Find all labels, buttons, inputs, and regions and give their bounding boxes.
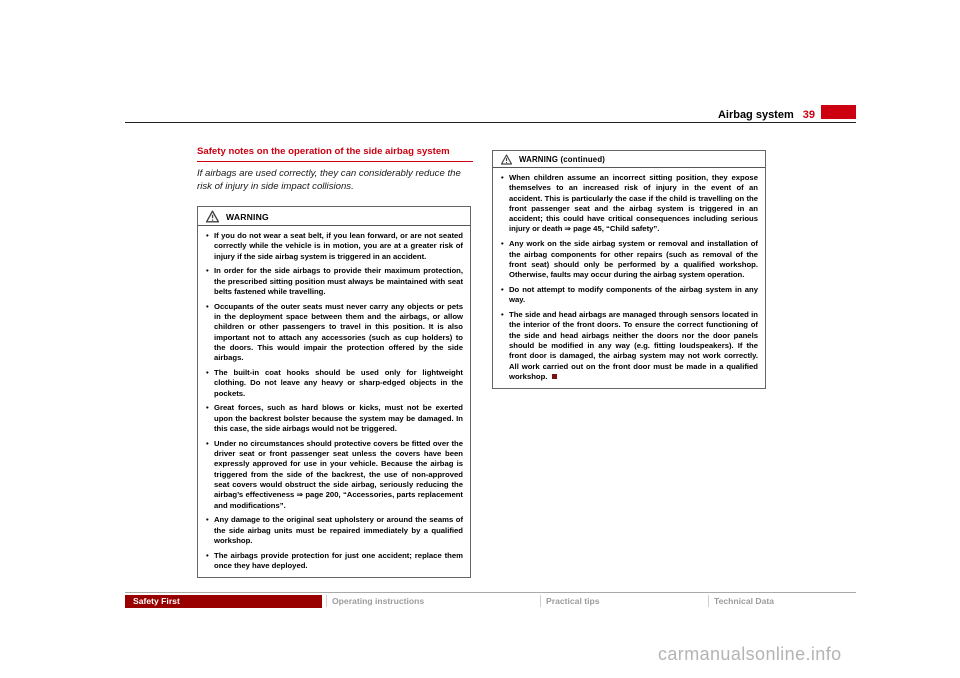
running-header — [125, 105, 815, 123]
warning-item — [205, 403, 463, 434]
warning-item-text: The airbags provide protection for just one accident; replace them once they have deployed. — [214, 550, 463, 571]
warning-list — [493, 168, 765, 388]
footer-divider — [326, 595, 327, 607]
warning-item — [205, 368, 463, 399]
chapter-title: Airbag system — [717, 109, 794, 121]
warning-label: WARNING (continued) — [519, 155, 606, 164]
warning-item-text: If you do not wear a seat belt, if you lean forward, or are not seated correctly while the vehicle is in motion, you are at a greater risk of injury if the side airbag system is triggered in an accident. — [214, 231, 463, 261]
footer-divider — [540, 595, 541, 607]
footer-tab-technical-data — [714, 595, 774, 608]
warning-triangle-icon — [205, 210, 220, 223]
footer-tab-label: Technical Data — [714, 596, 775, 606]
warning-item — [500, 239, 758, 280]
warning-item — [205, 231, 463, 262]
warning-box-right — [492, 150, 766, 389]
warning-item-text: Any work on the side airbag system or removal and installation of the airbag components for other repairs (such as removal of the front seat) should only be performed by a qualified workshop. Otherwise, faults may occur during the airbag system operation. — [509, 239, 758, 280]
warning-list — [198, 226, 470, 577]
warning-triangle-icon — [500, 154, 513, 165]
warning-item — [500, 285, 758, 306]
watermark-text: carmanualsonline.info — [658, 644, 842, 664]
footer-tab-safety-first — [125, 595, 322, 608]
warning-item — [205, 266, 463, 297]
section-heading: Safety notes on the operation of the side airbag system — [197, 146, 473, 162]
intro-text: If airbags are used correctly, they can considerably reduce the risk of injury in side impact collisions. — [197, 168, 461, 192]
warning-item — [205, 515, 463, 546]
chapter-thumb-tab — [821, 105, 856, 119]
page-number: 39 — [802, 109, 815, 121]
warning-item-text: Do not attempt to modify components of the airbag system in any way. — [509, 284, 758, 305]
warning-item-text: When children assume an incorrect sitting position, they expose themselves to an increased risk of injury in the event of an accident. This is particularly the case if the child is travelling on the front passenger seat and the airbag system is triggered in an accident; this could have critical consequences including serious injury or death ⇒ page 45, “Child safety”. — [509, 173, 758, 234]
footer-tab-label: Practical tips — [546, 596, 600, 606]
warning-item — [500, 310, 758, 382]
warning-item-text: Under no circumstances should protective covers be fitted over the driver seat or front passenger seat unless the covers have been expressly approved for use in your vehicle. Because the airbag is triggered from the side of the backrest, the use of non-approved seat covers would obstruct the side airbag, seriously reducing the airbag’s effectiveness ⇒ page 200, “Accessories, parts replacement and modifications”. — [214, 438, 463, 510]
warning-item-text: The built-in coat hooks should be used only for lightweight clothing. Do not leave any heavy or sharp-edged objects in the pockets. — [214, 368, 463, 398]
warning-item-text: In order for the side airbags to provide their maximum protection, the prescribed sitting position must always be maintained with seat belts fastened while travelling. — [214, 266, 463, 296]
warning-header — [198, 207, 470, 226]
warning-item — [205, 302, 463, 364]
footer-tab-label: Safety First — [133, 596, 180, 606]
warning-item-text: Great forces, such as hard blows or kicks, must not be exerted upon the backrest bolster because the system may be damaged. In this case, the side airbags would not be triggered. — [214, 403, 463, 434]
warning-item — [500, 173, 758, 235]
warning-header — [493, 151, 765, 168]
footer-tab-operating-instructions — [332, 595, 424, 608]
section-end-marker — [552, 374, 557, 379]
warning-item-text: Occupants of the outer seats must never carry any objects or pets in the deployment space between them and the airbags, or allow children or other passengers to travel in this position. It is also important not to attach any accessories (such as cup holders) to the doors. This would impair the protection offered by the side airbags. — [214, 301, 463, 363]
warning-item-text: The side and head airbags are managed through sensors located in the interior of the front doors. To ensure the correct functioning of the side and head airbags neither the doors nor the door panels should be modified in any way (e.g. fitting loudspeakers). If the front door is damaged, the airbag system may not work correctly. All work carried out on the front door must be made in a qualified workshop. — [509, 310, 758, 381]
warning-box-left — [197, 206, 471, 578]
footer-rule — [125, 592, 856, 593]
title-block — [197, 146, 473, 193]
footer-divider — [708, 595, 709, 607]
header-rule — [125, 122, 856, 123]
warning-item-text: Any damage to the original seat upholstery or around the seams of the side airbag units must be repaired immediately by a qualified workshop. — [214, 515, 463, 546]
warning-item — [205, 551, 463, 572]
warning-label: WARNING — [226, 211, 269, 222]
warning-item — [205, 439, 463, 511]
footer-tab-practical-tips — [546, 595, 600, 608]
footer-tab-label: Operating instructions — [332, 596, 425, 606]
